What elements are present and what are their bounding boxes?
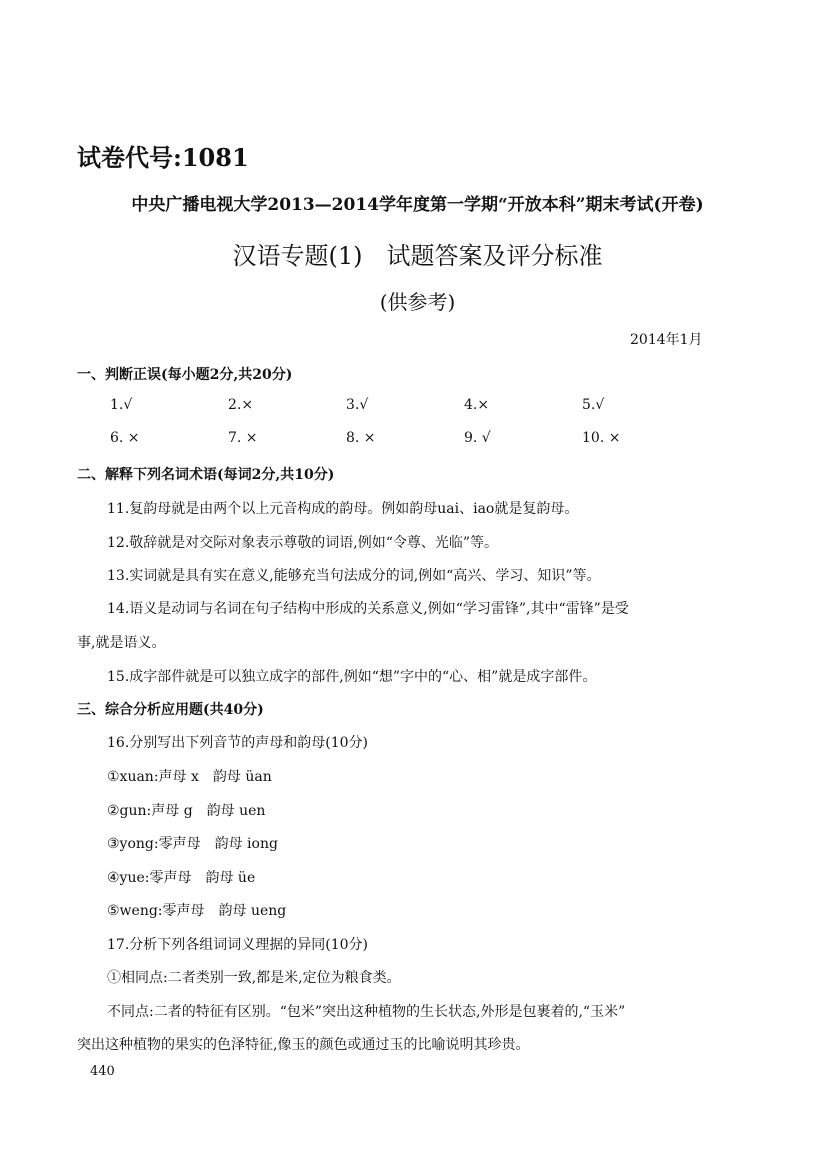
syllable-item: ①xuan:声母 x 韵母 üan [107, 769, 272, 785]
exam-date: 2014年1月 [630, 332, 703, 348]
syllable-item: ⑤weng:零声母 韵母 ueng [107, 903, 287, 919]
term-item: 15.成字部件就是可以独立成字的部件,例如“想”字中的“心、相”就是成字部件。 [107, 669, 597, 685]
answer-item: 7. × [228, 430, 258, 446]
subject-title: 汉语专题(1) 试题答案及评分标准 [232, 242, 603, 270]
exam-code: 试卷代号:1081 [77, 143, 249, 172]
answer-item: 3.√ [346, 397, 369, 413]
answer-item: 9. √ [464, 430, 491, 446]
answer-item: 1.√ [110, 397, 133, 413]
q17-difference-continued: 突出这种植物的果实的色泽特征,像玉的颜色或通过玉的比喻说明其珍贵。 [77, 1037, 530, 1053]
answer-item: 2.× [228, 397, 254, 413]
term-item: 11.复韵母就是由两个以上元音构成的韵母。例如韵母uai、iao就是复韵母。 [107, 501, 579, 517]
q17-similarity: ①相同点:二者类别一致,都是米,定位为粮食类。 [107, 970, 401, 986]
section3-title: 三、综合分析应用题(共40分) [77, 702, 264, 718]
syllable-item: ②gun:声母 g 韵母 uen [107, 803, 266, 819]
section1-title: 一、判断正误(每小题2分,共20分) [77, 367, 293, 383]
answer-item: 10. × [582, 430, 621, 446]
term-item: 12.敬辞就是对交际对象表示尊敬的词语,例如“令尊、光临”等。 [107, 535, 499, 551]
section2-title: 二、解释下列名词术语(每词2分,共10分) [77, 467, 335, 483]
question-17: 17.分析下列各组词词义理据的异同(10分) [107, 937, 369, 953]
syllable-item: ③yong:零声母 韵母 iong [107, 836, 278, 852]
answer-item: 6. × [110, 430, 140, 446]
term-item: 14.语义是动词与名词在句子结构中形成的关系意义,例如“学习雷锋”,其中“雷锋”是受 [107, 601, 629, 617]
q17-difference: 不同点:二者的特征有区别。“包米”突出这种植物的生长状态,外形是包裹着的,“玉米” [107, 1004, 626, 1020]
reference-note: (供参考) [379, 290, 456, 314]
term-item: 13.实词就是具有实在意义,能够充当句法成分的词,例如“高兴、学习、知识”等。 [107, 568, 601, 584]
answer-item: 8. × [346, 430, 376, 446]
university-title: 中央广播电视大学2013—2014学年度第一学期“开放本科”期末考试(开卷) [131, 195, 704, 215]
term-item-continued: 事,就是语义。 [77, 635, 166, 651]
answer-item: 5.√ [582, 397, 605, 413]
question-16: 16.分别写出下列音节的声母和韵母(10分) [107, 735, 369, 751]
answer-item: 4.× [464, 397, 490, 413]
syllable-item: ④yue:零声母 韵母 üe [107, 870, 256, 886]
page-number: 440 [90, 1064, 115, 1079]
